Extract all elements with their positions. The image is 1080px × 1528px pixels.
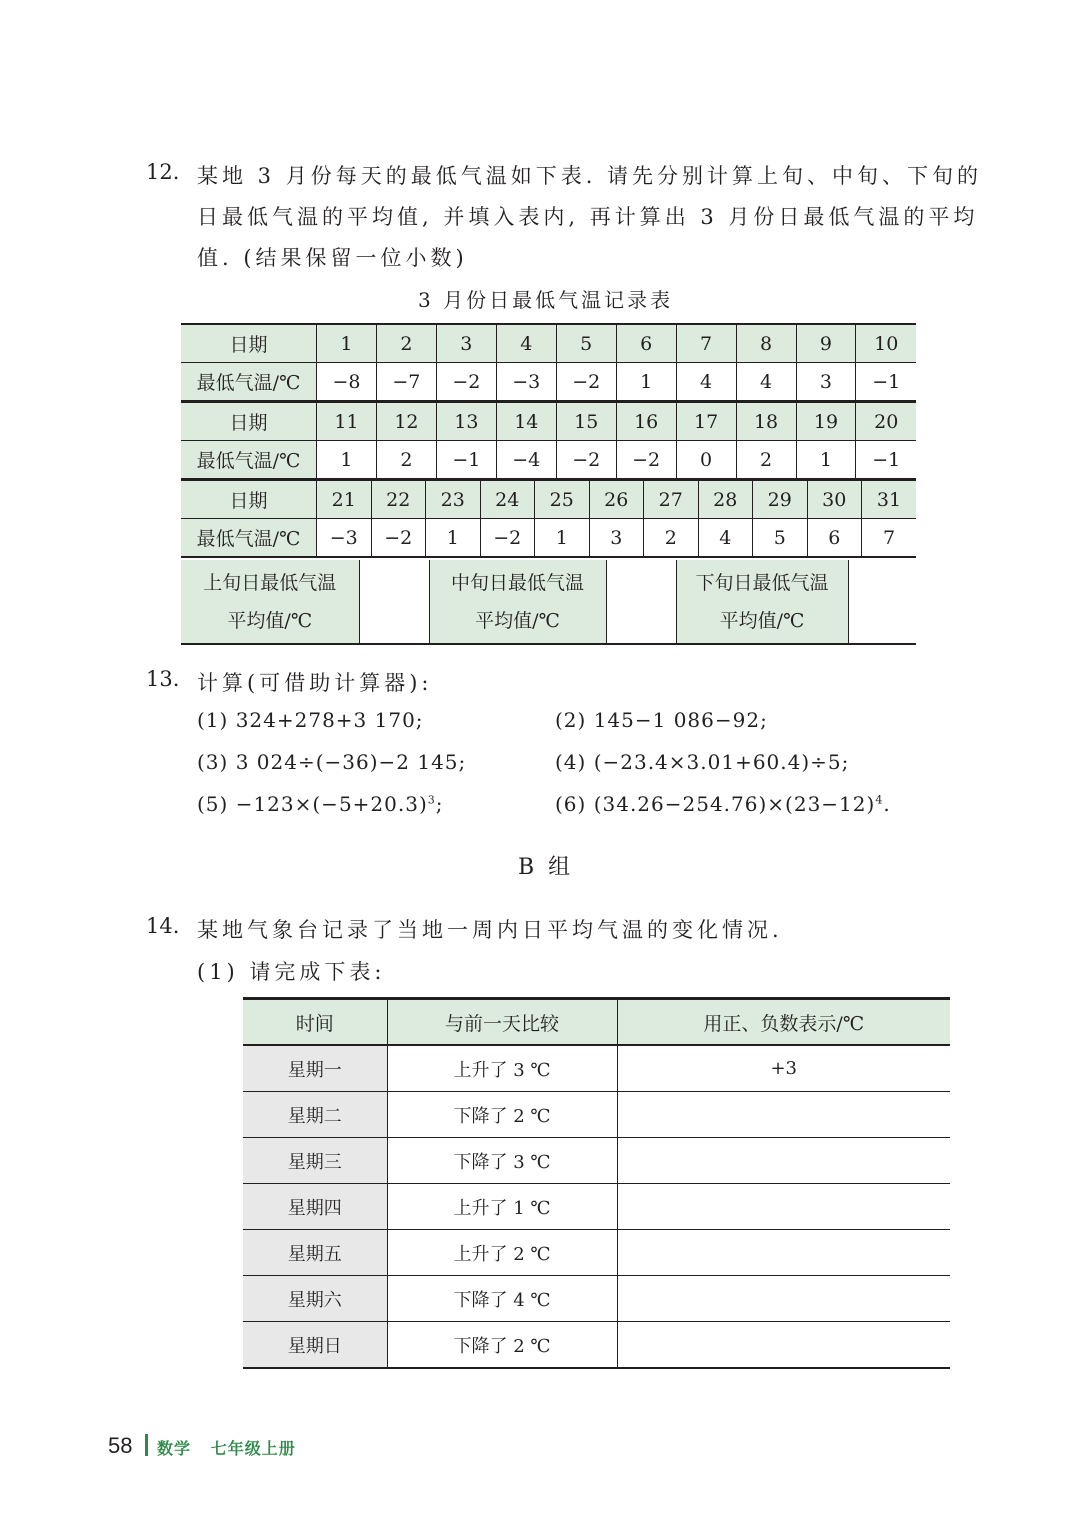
first-ten-days-average-blank[interactable] xyxy=(359,560,429,644)
date-cell: 28 xyxy=(698,480,753,519)
date-cell: 24 xyxy=(480,480,535,519)
change-cell: 下降了 2 ℃ xyxy=(387,1092,617,1138)
question-12-number: 12. xyxy=(146,160,180,184)
date-cell: 12 xyxy=(376,402,436,441)
header-time: 时间 xyxy=(243,999,387,1046)
signed-value-cell[interactable] xyxy=(617,1230,950,1276)
last-days-average-blank[interactable] xyxy=(848,560,916,644)
temperature-cell: 0 xyxy=(676,441,736,480)
date-cell: 17 xyxy=(676,402,736,441)
date-cell: 19 xyxy=(796,402,856,441)
temperature-cell: −3 xyxy=(496,363,556,402)
temperature-table-block-1 xyxy=(181,323,916,402)
change-cell: 上升了 1 ℃ xyxy=(387,1184,617,1230)
row-label-date: 日期 xyxy=(181,324,317,363)
date-cell: 5 xyxy=(556,324,616,363)
date-cell: 13 xyxy=(436,402,496,441)
date-row xyxy=(181,402,916,441)
signed-value-cell[interactable] xyxy=(617,1138,950,1184)
change-cell: 上升了 2 ℃ xyxy=(387,1230,617,1276)
weekly-temperature-table xyxy=(243,997,950,1369)
question-12-line-2: 日最低气温的平均值, 并填入表内, 再计算出 3 月份日最低气温的平均 xyxy=(197,205,979,229)
date-cell: 4 xyxy=(496,324,556,363)
temperature-row xyxy=(181,363,916,402)
temperature-cell: 6 xyxy=(807,519,862,558)
temperature-cell: 3 xyxy=(589,519,644,558)
date-row xyxy=(181,324,916,363)
calc-item-1: (1) 324+278+3 170; xyxy=(197,708,424,732)
weekday-cell: 星期日 xyxy=(243,1322,387,1369)
header-compare: 与前一天比较 xyxy=(387,999,617,1046)
signed-value-cell[interactable] xyxy=(617,1276,950,1322)
calc-item-3: (3) 3 024÷(−36)−2 145; xyxy=(197,750,467,774)
date-cell: 3 xyxy=(436,324,496,363)
temperature-cell: −2 xyxy=(556,441,616,480)
middle-ten-days-average-label: 中旬日最低气温 平均值/℃ xyxy=(429,560,606,644)
weekday-row xyxy=(243,1322,950,1369)
change-cell: 上升了 3 ℃ xyxy=(387,1045,617,1092)
date-cell: 14 xyxy=(496,402,556,441)
temperature-cell: −7 xyxy=(376,363,436,402)
weekday-row xyxy=(243,1276,950,1322)
row-label-date: 日期 xyxy=(181,402,317,441)
middle-ten-days-average-blank[interactable] xyxy=(606,560,676,644)
footer-divider xyxy=(145,1434,148,1456)
temperature-table-block-3 xyxy=(181,479,916,558)
temperature-cell: −2 xyxy=(371,519,426,558)
weekday-cell: 星期三 xyxy=(243,1138,387,1184)
weekday-row xyxy=(243,1092,950,1138)
temperature-cell: 3 xyxy=(796,363,856,402)
weekday-cell: 星期二 xyxy=(243,1092,387,1138)
date-cell: 10 xyxy=(856,324,916,363)
signed-value-cell[interactable] xyxy=(617,1184,950,1230)
average-temperature-table xyxy=(181,560,916,645)
calc-item-4: (4) (−23.4×3.01+60.4)÷5; xyxy=(555,750,850,774)
weekday-row xyxy=(243,1230,950,1276)
date-cell: 6 xyxy=(616,324,676,363)
question-13-number: 13. xyxy=(146,667,180,691)
signed-value-cell[interactable]: +3 xyxy=(617,1045,950,1092)
date-cell: 16 xyxy=(616,402,676,441)
temperature-cell: 1 xyxy=(535,519,590,558)
temperature-cell: −4 xyxy=(496,441,556,480)
question-14-number: 14. xyxy=(146,914,180,938)
date-cell: 1 xyxy=(317,324,377,363)
calc-item-5: $(5) -123\times(-5+20.3)^3$; xyxy=(197,792,444,816)
table-title: 3 月份日最低气温记录表 xyxy=(418,288,674,312)
temperature-cell: −1 xyxy=(856,363,916,402)
change-cell: 下降了 3 ℃ xyxy=(387,1138,617,1184)
temperature-row xyxy=(181,441,916,480)
weekday-cell: 星期五 xyxy=(243,1230,387,1276)
row-label-temperature: 最低气温/℃ xyxy=(181,363,317,402)
question-13-intro: 计算(可借助计算器): xyxy=(197,671,433,695)
row-label-temperature: 最低气温/℃ xyxy=(181,519,317,558)
date-cell: 8 xyxy=(736,324,796,363)
date-cell: 31 xyxy=(862,480,917,519)
temperature-cell: −2 xyxy=(616,441,676,480)
date-cell: 23 xyxy=(426,480,481,519)
temperature-cell: 2 xyxy=(736,441,796,480)
change-cell: 下降了 4 ℃ xyxy=(387,1276,617,1322)
temperature-cell: −2 xyxy=(556,363,616,402)
temperature-cell: 1 xyxy=(426,519,481,558)
date-cell: 11 xyxy=(317,402,377,441)
temperature-cell: −3 xyxy=(317,519,372,558)
last-days-average-label: 下旬日最低气温 平均值/℃ xyxy=(676,560,848,644)
calc-item-6: (6) $(34.26-254.76)\times(23-12)^4$. xyxy=(555,792,891,816)
weekday-row xyxy=(243,1138,950,1184)
temperature-cell: 4 xyxy=(676,363,736,402)
signed-value-cell[interactable] xyxy=(617,1322,950,1369)
question-12-line-1: 某地 3 月份每天的最低气温如下表. 请先分别计算上旬、中旬、下旬的 xyxy=(197,164,983,188)
weekday-cell: 星期六 xyxy=(243,1276,387,1322)
temperature-cell: 5 xyxy=(753,519,808,558)
temperature-row xyxy=(181,519,916,558)
question-12-line-3: 值. (结果保留一位小数) xyxy=(197,246,468,270)
date-cell: 29 xyxy=(753,480,808,519)
temperature-cell: 1 xyxy=(317,441,377,480)
date-cell: 7 xyxy=(676,324,736,363)
temperature-cell: −1 xyxy=(436,441,496,480)
date-cell: 20 xyxy=(856,402,916,441)
date-cell: 30 xyxy=(807,480,862,519)
date-cell: 9 xyxy=(796,324,856,363)
page-number: 58 xyxy=(108,1433,133,1458)
date-cell: 25 xyxy=(535,480,590,519)
change-cell: 下降了 2 ℃ xyxy=(387,1322,617,1369)
calc-item-2: (2) 145−1 086−92; xyxy=(555,708,768,732)
temperature-cell: 2 xyxy=(376,441,436,480)
signed-value-cell[interactable] xyxy=(617,1092,950,1138)
table-header-row xyxy=(243,999,950,1046)
temperature-cell: 2 xyxy=(644,519,699,558)
temperature-cell: −2 xyxy=(436,363,496,402)
weekday-cell: 星期一 xyxy=(243,1045,387,1092)
date-row xyxy=(181,480,916,519)
weekday-row xyxy=(243,1045,950,1092)
temperature-cell: −1 xyxy=(856,441,916,480)
temperature-cell: −8 xyxy=(317,363,377,402)
temperature-cell: 4 xyxy=(698,519,753,558)
temperature-cell: 7 xyxy=(862,519,917,558)
date-cell: 26 xyxy=(589,480,644,519)
date-cell: 21 xyxy=(317,480,372,519)
row-label-temperature: 最低气温/℃ xyxy=(181,441,317,480)
date-cell: 15 xyxy=(556,402,616,441)
header-signed: 用正、负数表示/℃ xyxy=(617,999,950,1046)
row-label-date: 日期 xyxy=(181,480,317,519)
weekday-cell: 星期四 xyxy=(243,1184,387,1230)
question-14-intro: 某地气象台记录了当地一周内日平均气温的变化情况. xyxy=(197,918,783,942)
first-ten-days-average-label: 上旬日最低气温 平均值/℃ xyxy=(181,560,359,644)
date-cell: 22 xyxy=(371,480,426,519)
weekday-row xyxy=(243,1184,950,1230)
temperature-cell: 4 xyxy=(736,363,796,402)
footer-subject: 数学 七年级上册 xyxy=(157,1439,296,1458)
date-cell: 18 xyxy=(736,402,796,441)
question-14-sub: (1) 请完成下表: xyxy=(197,960,386,984)
temperature-table-block-2 xyxy=(181,401,916,480)
temperature-cell: 1 xyxy=(796,441,856,480)
date-cell: 2 xyxy=(376,324,436,363)
temperature-cell: 1 xyxy=(616,363,676,402)
temperature-cell: −2 xyxy=(480,519,535,558)
group-b-heading: B 组 xyxy=(518,855,571,880)
date-cell: 27 xyxy=(644,480,699,519)
